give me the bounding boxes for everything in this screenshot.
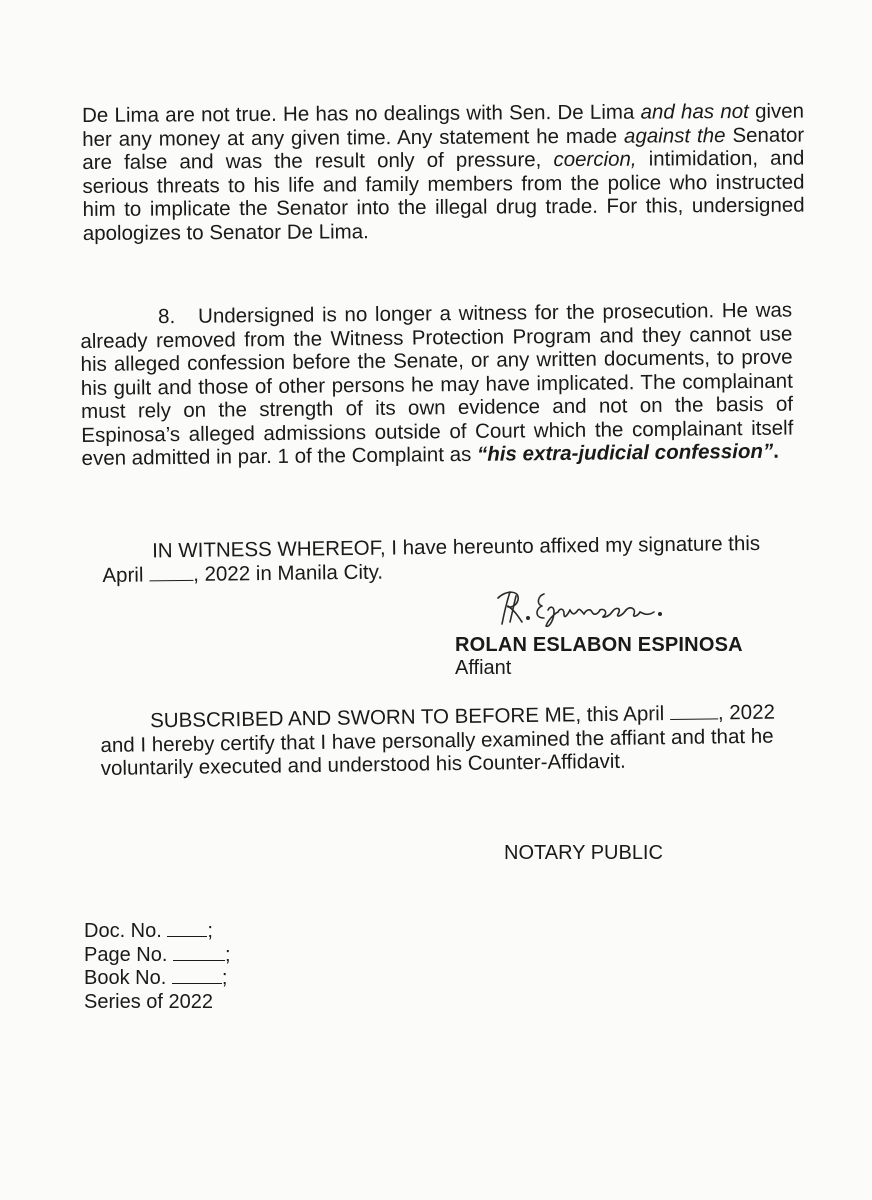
book-no-blank	[172, 967, 222, 984]
book-no-line	[84, 967, 231, 991]
para1-text-4: intimidation, and serious threats to his life and family members from the police who instructed him to implicate the Senator into the illegal drug trade. For this, undersigned apologizes to Senator De Lima.	[82, 146, 805, 245]
jurat-year: , 2022	[717, 700, 776, 725]
para1-emphasis-3: coercion,	[553, 147, 637, 172]
date-blank	[670, 701, 718, 720]
paragraph-number: 8.	[157, 305, 176, 329]
affiant-name: ROLAN ESLABON ESPINOSA	[455, 634, 743, 656]
doc-no-blank	[167, 920, 207, 937]
para1-text-1: De Lima are not true. He has no dealings with Sen. De Lima	[82, 100, 641, 127]
doc-no-line	[84, 920, 231, 944]
para1-text-3: Senator are false and was the result only of pressure,	[82, 123, 805, 174]
witness-date-suffix: , 2022 in Manila City.	[192, 560, 384, 586]
signature-block	[455, 634, 743, 680]
page-no-label: Page No.	[84, 943, 173, 966]
paragraph-indent	[80, 323, 158, 324]
series-line: Series of 2022	[84, 990, 213, 1013]
doc-no-label: Doc. No.	[84, 920, 168, 942]
witness-date-prefix: April	[102, 562, 150, 587]
page-no-semicolon: ;	[224, 943, 231, 966]
doc-no-semicolon: ;	[207, 920, 213, 942]
book-no-semicolon: ;	[221, 967, 228, 989]
notarial-register-info	[84, 920, 231, 1014]
para8-period: .	[773, 439, 780, 463]
notary-public-label: NOTARY PUBLIC	[504, 842, 663, 864]
date-blank	[149, 562, 193, 581]
signature-image	[488, 584, 678, 628]
affiant-title: Affiant	[455, 657, 512, 679]
paragraph-7-continuation	[82, 100, 805, 245]
para8-quote: “his extra-judicial confession”	[476, 439, 774, 466]
signature-handwriting: R. Espinosa.	[488, 584, 494, 585]
page-no-blank	[173, 944, 225, 961]
para8-text: Undersigned is no longer a witness for the prosecution. He was already removed from the Witness Protection Program and they cannot use his alleged confession before the Senate, or any written documents, to prove his guilt and those of other persons he may have implicated. The complainant must rely on the strength of its own evidence and not on the basis of Espinosa’s alleged admissions outside of Court which the complainant itself even admitted in par. 1 of the Complaint as	[80, 298, 794, 470]
jurat-line-rest: and I hereby certify that I have personally examined the affiant and that he voluntarily executed and understood his Counter-Affidavit.	[100, 724, 774, 780]
witness-clause	[102, 532, 785, 587]
jurat-clause	[100, 701, 777, 781]
paragraph-8	[80, 299, 794, 471]
book-no-label: Book No.	[84, 967, 172, 989]
para1-emphasis-1: and has not	[640, 99, 749, 124]
para1-emphasis-2: against the	[623, 123, 726, 148]
jurat-text-1: SUBSCRIBED AND SWORN TO BEFORE ME, this April	[149, 702, 671, 733]
para1-text-2: given her any money at any given time. Any statement he made	[82, 99, 805, 151]
page-no-line	[84, 944, 231, 968]
witness-line-1: IN WITNESS WHEREOF, I have hereunto affixed my signature this	[151, 531, 761, 563]
